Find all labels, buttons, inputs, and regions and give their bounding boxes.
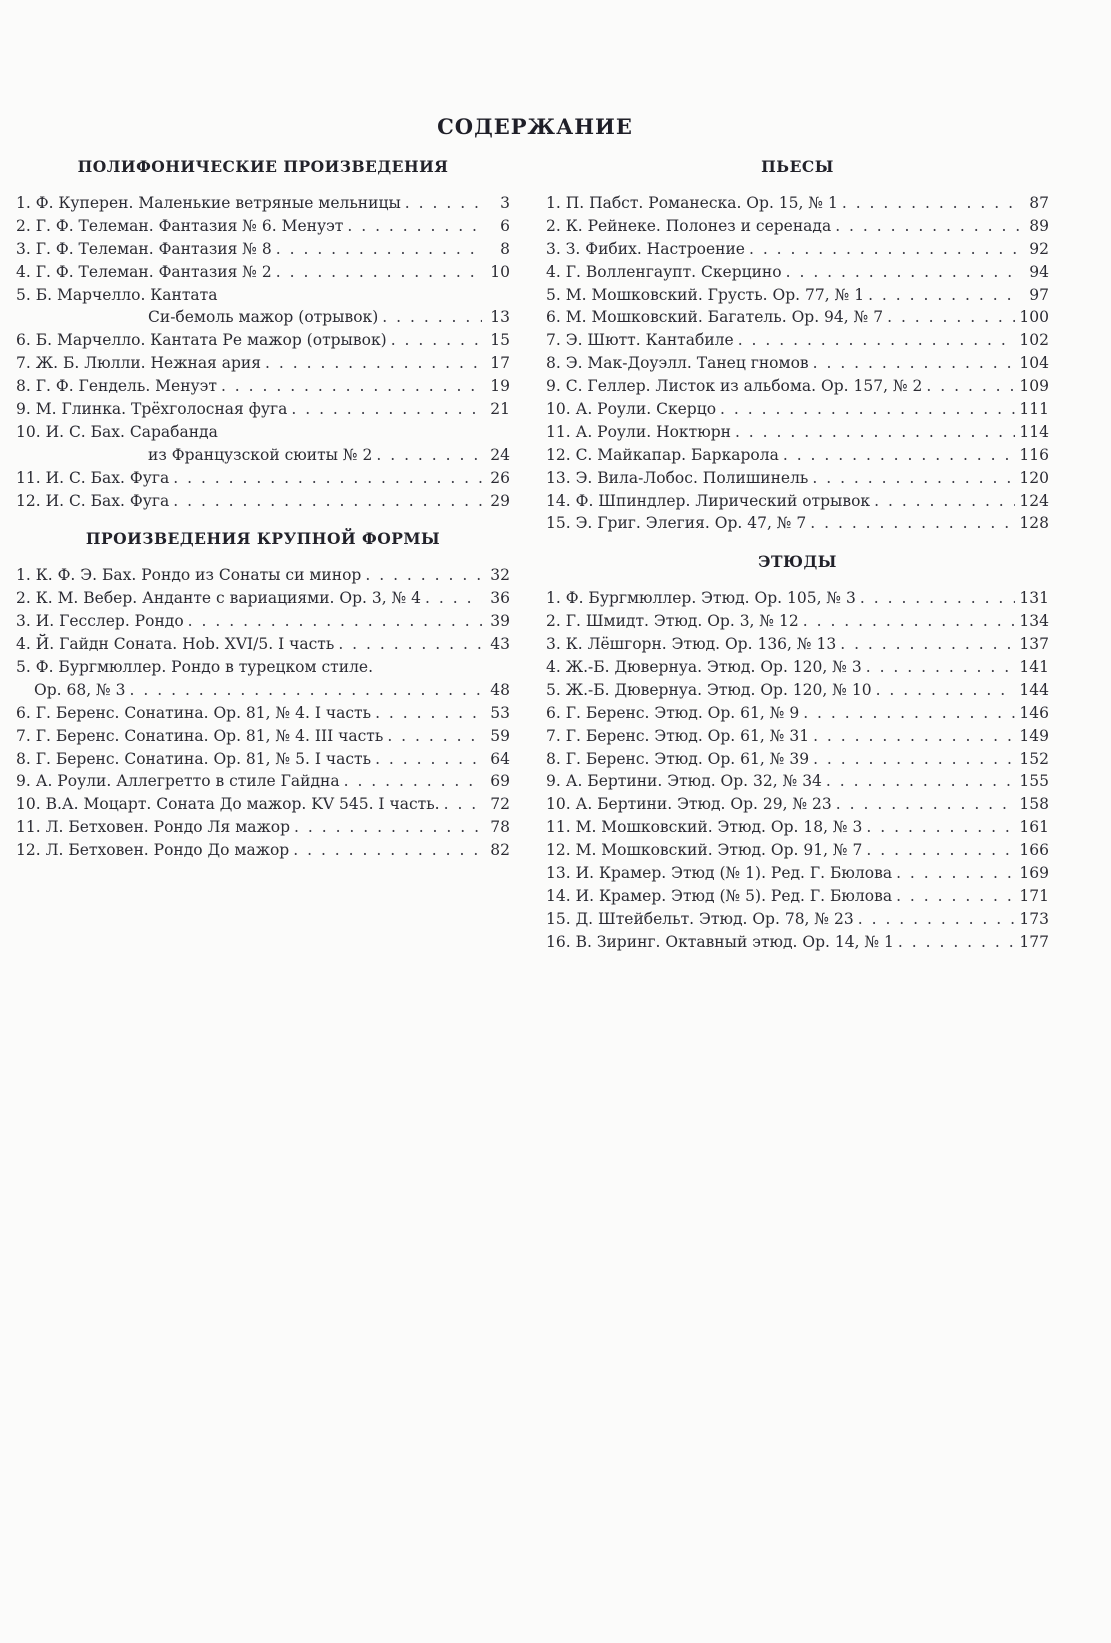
section-etudes bbox=[546, 550, 1049, 953]
toc-page-number: 100 bbox=[1019, 308, 1049, 327]
dot-leader bbox=[130, 679, 482, 702]
toc-entry bbox=[16, 375, 510, 398]
toc-entry-title: 11. М. Мошковский. Этюд. Ор. 18, № 3 bbox=[546, 818, 863, 837]
dot-leader bbox=[874, 490, 1015, 513]
section-pieces bbox=[546, 155, 1049, 535]
dot-leader bbox=[813, 352, 1016, 375]
toc-page-number: 177 bbox=[1019, 932, 1049, 951]
toc-entry-continuation: из Французской сюиты № 2 bbox=[148, 445, 373, 464]
dot-leader bbox=[291, 398, 482, 421]
toc-entry bbox=[546, 931, 1049, 954]
section-heading: ПОЛИФОНИЧЕСКИЕ ПРОИЗВЕДЕНИЯ bbox=[77, 157, 449, 176]
toc-entry bbox=[16, 284, 510, 330]
dot-leader bbox=[810, 512, 1015, 535]
toc-entry-title: 2. Г. Шмидт. Этюд. Ор. 3, № 12 bbox=[546, 612, 799, 631]
toc-entry bbox=[546, 398, 1049, 421]
toc-entry bbox=[546, 793, 1049, 816]
toc-entry bbox=[546, 284, 1049, 307]
dot-leader bbox=[376, 444, 482, 467]
toc-entry bbox=[16, 793, 510, 816]
toc-page-number: 134 bbox=[1019, 612, 1049, 631]
dot-leader bbox=[375, 748, 482, 771]
toc-entry-title: 4. Ж.-Б. Дювернуа. Этюд. Ор. 120, № 3 bbox=[546, 658, 862, 677]
toc-entry-title: 2. Г. Ф. Телеман. Фантазия № 6. Менуэт bbox=[16, 216, 344, 235]
toc-entry bbox=[546, 725, 1049, 748]
toc-page-number: 89 bbox=[1029, 216, 1049, 235]
toc-entry-title: 10. А. Роули. Скерцо bbox=[546, 400, 717, 419]
toc-entry bbox=[546, 421, 1049, 444]
dot-leader bbox=[387, 725, 482, 748]
toc-entry-title: 3. И. Гесслер. Рондо bbox=[16, 612, 184, 631]
dot-leader bbox=[813, 725, 1015, 748]
toc-entry-title: 10. А. Бертини. Этюд. Ор. 29, № 23 bbox=[546, 795, 832, 814]
dot-leader bbox=[840, 633, 1015, 656]
toc-page-number: 3 bbox=[500, 194, 510, 212]
toc-entry-title: 1. П. Пабст. Романеска. Ор. 15, № 1 bbox=[546, 194, 838, 212]
toc-page-number: 146 bbox=[1019, 703, 1049, 722]
right-column bbox=[546, 155, 1049, 954]
toc-entry-title: 12. С. Майкапар. Баркарола bbox=[546, 445, 779, 464]
dot-leader bbox=[749, 238, 1021, 261]
toc-page-number: 92 bbox=[1029, 239, 1049, 258]
toc-entry bbox=[16, 748, 510, 771]
toc-page-number: 29 bbox=[490, 491, 510, 510]
toc-entry-title: 8. Г. Беренс. Этюд. Ор. 61, № 39 bbox=[546, 749, 810, 768]
dot-leader bbox=[293, 839, 482, 862]
dot-leader bbox=[803, 702, 1015, 725]
left-column bbox=[16, 155, 510, 862]
dot-leader bbox=[444, 793, 482, 816]
toc-entry bbox=[16, 725, 510, 748]
toc-page-number: 53 bbox=[490, 703, 510, 722]
toc-entry-title: 4. Г. Волленгаупт. Скерцино bbox=[546, 262, 782, 281]
toc-entry bbox=[546, 375, 1049, 398]
toc-list bbox=[16, 564, 510, 862]
toc-entry bbox=[546, 816, 1049, 839]
toc-entry-title: 6. М. Мошковский. Багатель. Ор. 94, № 7 bbox=[546, 308, 884, 327]
toc-entry-title: 12. И. С. Бах. Фуга bbox=[16, 491, 170, 510]
toc-page-number: 64 bbox=[490, 749, 510, 768]
dot-leader bbox=[375, 702, 482, 725]
toc-page-number: 102 bbox=[1019, 331, 1049, 350]
toc-entry bbox=[16, 702, 510, 725]
toc-page-number: 137 bbox=[1019, 635, 1049, 654]
toc-page-number: 69 bbox=[490, 772, 510, 791]
page-title: СОДЕРЖАНИЕ bbox=[437, 114, 633, 139]
toc-page-number: 15 bbox=[490, 331, 510, 350]
toc-entry-title: 6. Б. Марчелло. Кантата Ре мажор (отрывок) bbox=[16, 331, 387, 350]
toc-entry bbox=[16, 490, 510, 513]
toc-entry bbox=[546, 352, 1049, 375]
dot-leader bbox=[812, 467, 1015, 490]
section-large-form bbox=[16, 527, 510, 862]
toc-entry bbox=[546, 215, 1049, 238]
toc-page-number: 173 bbox=[1019, 909, 1049, 928]
toc-entry bbox=[546, 192, 1049, 215]
toc-entry bbox=[16, 215, 510, 238]
toc-entry-title: 16. В. Зиринг. Октавный этюд. Ор. 14, № 1 bbox=[546, 932, 894, 951]
toc-entry-title: 7. Э. Шютт. Кантабиле bbox=[546, 331, 734, 350]
toc-entry-title: 2. К. Рейнеке. Полонез и серенада bbox=[546, 216, 832, 235]
dot-leader bbox=[835, 215, 1021, 238]
toc-entry bbox=[546, 702, 1049, 725]
dot-leader bbox=[265, 352, 482, 375]
toc-entry-title: 6. Г. Беренс. Сонатина. Ор. 81, № 4. I часть bbox=[16, 703, 372, 722]
toc-entry-title: 3. Г. Ф. Телеман. Фантазия № 8 bbox=[16, 239, 272, 258]
dot-leader bbox=[173, 490, 482, 513]
dot-leader bbox=[896, 885, 1015, 908]
toc-entry-title: 15. Д. Штейбельт. Этюд. Ор. 78, № 23 bbox=[546, 909, 854, 928]
toc-page-number: 116 bbox=[1019, 445, 1049, 464]
toc-entry bbox=[16, 656, 510, 702]
toc-entry bbox=[546, 444, 1049, 467]
toc-entry bbox=[16, 421, 510, 467]
toc-entry-title: 5. Ф. Бургмюллер. Рондо в турецком стиле. bbox=[16, 658, 374, 677]
toc-entry bbox=[16, 398, 510, 421]
toc-page-number: 169 bbox=[1019, 864, 1049, 883]
dot-leader bbox=[826, 770, 1015, 793]
toc-entry-title: 7. Г. Беренс. Этюд. Ор. 61, № 31 bbox=[546, 726, 810, 745]
toc-entry-title: 13. И. Крамер. Этюд (№ 1). Ред. Г. Бюлова bbox=[546, 864, 893, 883]
dot-leader bbox=[365, 564, 482, 587]
toc-list bbox=[546, 192, 1049, 535]
dot-leader bbox=[858, 908, 1016, 931]
toc-entry bbox=[16, 238, 510, 261]
toc-entry-title: 10. В.А. Моцарт. Соната До мажор. KV 545. I часть. bbox=[16, 795, 440, 814]
toc-page-number: 124 bbox=[1019, 491, 1049, 510]
toc-entry bbox=[16, 467, 510, 490]
toc-entry bbox=[546, 512, 1049, 535]
toc-entry bbox=[546, 329, 1049, 352]
toc-entry bbox=[546, 633, 1049, 656]
dot-leader bbox=[836, 793, 1016, 816]
toc-entry-title: 5. Ж.-Б. Дювернуа. Этюд. Ор. 120, № 10 bbox=[546, 680, 872, 699]
toc-page-number: 24 bbox=[490, 445, 510, 464]
toc-list bbox=[16, 192, 510, 512]
toc-entry-title: 7. Ж. Б. Люлли. Нежная ария bbox=[16, 354, 262, 373]
toc-entry bbox=[16, 770, 510, 793]
toc-entry-title: 14. И. Крамер. Этюд (№ 5). Ред. Г. Бюлова bbox=[546, 886, 893, 905]
toc-entry bbox=[16, 192, 510, 215]
toc-entry-title: 9. М. Глинка. Трёхголосная фуга bbox=[16, 400, 288, 419]
toc-entry-continuation: Ор. 68, № 3 bbox=[34, 680, 126, 699]
toc-entry bbox=[16, 352, 510, 375]
toc-page-number: 72 bbox=[490, 795, 510, 814]
toc-entry-title: 4. Й. Гайдн Соната. Hob. XVI/5. I часть bbox=[16, 635, 335, 654]
toc-page-number: 144 bbox=[1019, 680, 1049, 699]
dot-leader bbox=[294, 816, 482, 839]
toc-entry-title: 3. З. Фибих. Настроение bbox=[546, 239, 745, 258]
toc-entry bbox=[546, 748, 1049, 771]
dot-leader bbox=[735, 421, 1015, 444]
toc-entry bbox=[546, 490, 1049, 513]
toc-page-number: 104 bbox=[1019, 354, 1049, 373]
dot-leader bbox=[221, 375, 482, 398]
toc-entry-title: 6. Г. Беренс. Этюд. Ор. 61, № 9 bbox=[546, 703, 800, 722]
toc-page-number: 19 bbox=[490, 377, 510, 396]
toc-entry-title: 11. Л. Бетховен. Рондо Ля мажор bbox=[16, 818, 291, 837]
section-heading: ПЬЕСЫ bbox=[761, 157, 834, 176]
toc-page-number: 120 bbox=[1019, 468, 1049, 487]
toc-page-number: 78 bbox=[490, 818, 510, 837]
toc-entry-title: 5. Б. Марчелло. Кантата bbox=[16, 285, 218, 304]
toc-entry bbox=[546, 770, 1049, 793]
toc-entry-title: 4. Г. Ф. Телеман. Фантазия № 2 bbox=[16, 262, 272, 281]
toc-page-number: 94 bbox=[1029, 262, 1049, 281]
toc-entry-title: 8. Г. Ф. Гендель. Менуэт bbox=[16, 377, 217, 396]
dot-leader bbox=[276, 261, 482, 284]
toc-entry bbox=[546, 587, 1049, 610]
toc-page-number: 6 bbox=[500, 216, 510, 235]
toc-entry bbox=[546, 908, 1049, 931]
toc-page-number: 109 bbox=[1019, 377, 1049, 396]
toc-list bbox=[546, 587, 1049, 953]
toc-entry bbox=[546, 261, 1049, 284]
dot-leader bbox=[813, 748, 1015, 771]
toc-page-number: 17 bbox=[490, 354, 510, 373]
toc-entry-title: 13. Э. Вила-Лобос. Полишинель bbox=[546, 468, 809, 487]
toc-entry bbox=[546, 885, 1049, 908]
toc-entry-title: 8. Г. Беренс. Сонатина. Ор. 81, № 5. I часть bbox=[16, 749, 372, 768]
dot-leader bbox=[868, 284, 1021, 307]
toc-page-number: 48 bbox=[490, 680, 510, 699]
toc-entry-title: 9. А. Роули. Аллегретто в стиле Гайдна bbox=[16, 772, 340, 791]
toc-entry bbox=[16, 816, 510, 839]
toc-entry-title: 12. Л. Бетховен. Рондо До мажор bbox=[16, 841, 290, 860]
toc-entry-title: 5. М. Мошковский. Грусть. Ор. 77, № 1 bbox=[546, 285, 865, 304]
toc-entry-title: 12. М. Мошковский. Этюд. Ор. 91, № 7 bbox=[546, 841, 863, 860]
section-heading: ПРОИЗВЕДЕНИЯ КРУПНОЙ ФОРМЫ bbox=[85, 529, 441, 549]
dot-leader bbox=[344, 770, 482, 793]
toc-page-number: 152 bbox=[1019, 749, 1049, 768]
toc-entry bbox=[16, 587, 510, 610]
dot-leader bbox=[926, 375, 1015, 398]
toc-page-number: 141 bbox=[1019, 658, 1049, 677]
dot-leader bbox=[803, 610, 1016, 633]
toc-page-number: 59 bbox=[490, 726, 510, 745]
dot-leader bbox=[896, 862, 1015, 885]
toc-page-number: 131 bbox=[1019, 589, 1049, 608]
dot-leader bbox=[866, 816, 1015, 839]
toc-page-number: 166 bbox=[1019, 841, 1049, 860]
toc-page-number: 39 bbox=[490, 612, 510, 631]
toc-page-number: 149 bbox=[1019, 726, 1049, 745]
toc-page-number: 26 bbox=[490, 468, 510, 487]
toc-page-number: 21 bbox=[490, 400, 510, 419]
toc-entry-title: 7. Г. Беренс. Сонатина. Ор. 81, № 4. III часть bbox=[16, 726, 384, 745]
dot-leader bbox=[783, 444, 1016, 467]
toc-entry bbox=[546, 839, 1049, 862]
toc-page-number: 171 bbox=[1019, 886, 1049, 905]
toc-entry bbox=[546, 656, 1049, 679]
toc-entry-title: 8. Э. Мак-Доуэлл. Танец гномов bbox=[546, 354, 809, 373]
toc-entry bbox=[546, 679, 1049, 702]
toc-page-number: 82 bbox=[490, 841, 510, 860]
toc-entry-title: 2. К. М. Вебер. Анданте с вариациями. Ор. 3, № 4 bbox=[16, 589, 422, 608]
toc-entry bbox=[16, 261, 510, 284]
dot-leader bbox=[720, 398, 1015, 421]
toc-entry-title: 15. Э. Григ. Элегия. Ор. 47, № 7 bbox=[546, 514, 807, 533]
toc-page-number: 161 bbox=[1019, 818, 1049, 837]
toc-entry bbox=[546, 306, 1049, 329]
toc-entry-title: 1. Ф. Бургмюллер. Этюд. Ор. 105, № 3 bbox=[546, 589, 856, 608]
dot-leader bbox=[887, 306, 1015, 329]
toc-entry-title: 14. Ф. Шпиндлер. Лирический отрывок bbox=[546, 491, 871, 510]
toc-entry bbox=[546, 610, 1049, 633]
toc-page-number: 111 bbox=[1019, 400, 1049, 419]
dot-leader bbox=[188, 610, 482, 633]
dot-leader bbox=[405, 192, 482, 215]
section-heading: ЭТЮДЫ bbox=[758, 552, 837, 572]
toc-entry bbox=[16, 839, 510, 862]
toc-entry-continuation: Си-бемоль мажор (отрывок) bbox=[148, 308, 379, 327]
toc-entry bbox=[16, 329, 510, 352]
toc-entry bbox=[16, 610, 510, 633]
dot-leader bbox=[382, 306, 482, 329]
toc-page-number: 87 bbox=[1029, 194, 1049, 212]
dot-leader bbox=[898, 931, 1016, 954]
toc-page-number: 8 bbox=[500, 239, 510, 258]
toc-entry-title: 11. А. Роули. Ноктюрн bbox=[546, 422, 731, 441]
toc-entry-title: 11. И. С. Бах. Фуга bbox=[16, 468, 170, 487]
toc-entry-title: 10. И. С. Бах. Сарабанда bbox=[16, 422, 218, 441]
toc-entry-title: 9. А. Бертини. Этюд. Ор. 32, № 34 bbox=[546, 772, 822, 791]
dot-leader bbox=[738, 329, 1016, 352]
toc-entry bbox=[546, 862, 1049, 885]
section-polyphonic bbox=[16, 155, 510, 512]
toc-page-number: 13 bbox=[490, 308, 510, 327]
toc-page-number: 155 bbox=[1019, 772, 1049, 791]
dot-leader bbox=[842, 192, 1021, 215]
toc-entry-title: 9. С. Геллер. Листок из альбома. Ор. 157, № 2 bbox=[546, 377, 923, 396]
toc-entry bbox=[546, 238, 1049, 261]
dot-leader bbox=[860, 587, 1016, 610]
toc-entry bbox=[16, 633, 510, 656]
toc-page-number: 43 bbox=[490, 635, 510, 654]
dot-leader bbox=[786, 261, 1021, 284]
dot-leader bbox=[391, 329, 482, 352]
toc-entry-title: 1. Ф. Куперен. Маленькие ветряные мельницы bbox=[16, 194, 401, 212]
toc-page-number: 32 bbox=[490, 566, 510, 585]
toc-page-number: 158 bbox=[1019, 795, 1049, 814]
dot-leader bbox=[338, 633, 482, 656]
dot-leader bbox=[347, 215, 482, 238]
toc-entry bbox=[546, 467, 1049, 490]
toc-entry-title: 1. К. Ф. Э. Бах. Рондо из Сонаты си минор bbox=[16, 566, 362, 585]
dot-leader bbox=[866, 839, 1015, 862]
dot-leader bbox=[276, 238, 482, 261]
toc-page-number: 10 bbox=[490, 262, 510, 281]
dot-leader bbox=[876, 679, 1016, 702]
dot-leader bbox=[425, 587, 482, 610]
dot-leader bbox=[173, 467, 482, 490]
toc-page-number: 128 bbox=[1019, 514, 1049, 533]
dot-leader bbox=[866, 656, 1016, 679]
toc-page-number: 114 bbox=[1019, 422, 1049, 441]
toc-entry bbox=[16, 564, 510, 587]
toc-entry-title: 3. К. Лёшгорн. Этюд. Ор. 136, № 13 bbox=[546, 635, 837, 654]
toc-page-number: 97 bbox=[1029, 285, 1049, 304]
toc-page-number: 36 bbox=[490, 589, 510, 608]
